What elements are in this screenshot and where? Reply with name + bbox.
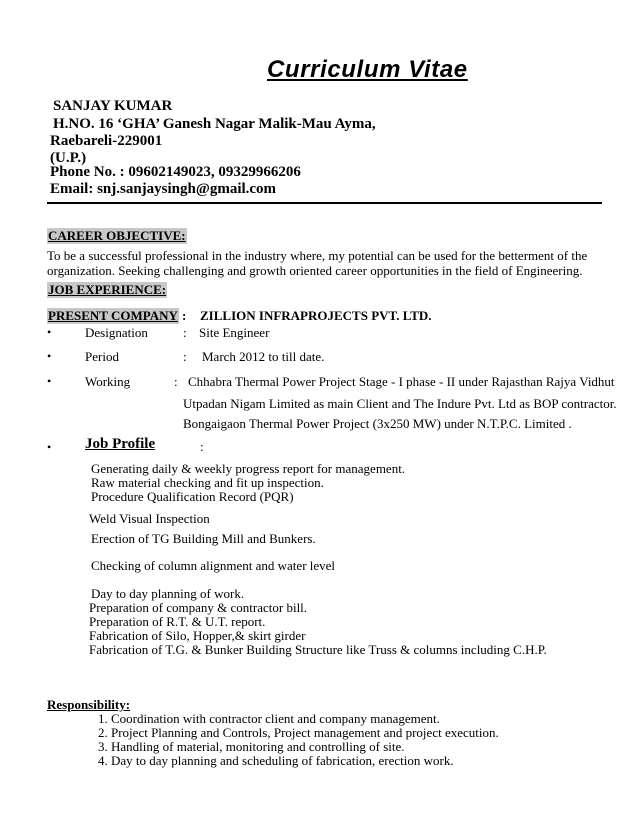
working-line-1: Chhabra Thermal Power Project Stage - I phase - II under Rajasthan Rajya Vidhut (188, 374, 615, 389)
address-line-3: (U.P.) (50, 150, 87, 166)
job-experience-heading: JOB EXPERIENCE: (48, 282, 167, 297)
designation-label: Designation (85, 325, 148, 340)
period-label: Period (85, 349, 119, 364)
address-line-2: Raebareli-229001 (50, 133, 163, 149)
present-company-label: PRESENT COMPANY (48, 308, 178, 323)
career-objective-text: To be a successful professional in the industry where, my potential can be used for the betterment of the organization. Seeking challenging and growth oriented career opportunities in the field of Engineering. (47, 248, 588, 278)
working-line-2: Utpadan Nigam Limited as main Client and The Indure Pvt. Ltd as BOP contractor. (183, 396, 617, 411)
profile-item: Preparation of company & contractor bill. (89, 600, 308, 615)
bullet-icon: • (47, 349, 52, 363)
profile-item: Preparation of R.T. & U.T. report. (89, 614, 266, 629)
profile-item: Checking of column alignment and water level (91, 558, 336, 573)
candidate-name: SANJAY KUMAR (53, 98, 173, 114)
present-company-separator: : (182, 308, 187, 323)
responsibility-item: 1. Coordination with contractor client and company management. (98, 711, 440, 726)
responsibility-heading: Responsibility: (47, 697, 131, 712)
document-title: Curriculum Vitae (267, 56, 468, 83)
responsibility-item: 3. Handling of material, monitoring and controlling of site. (98, 739, 405, 754)
profile-item: Weld Visual Inspection (89, 511, 210, 526)
job-profile-label: Job Profile (85, 436, 156, 452)
designation-value: Site Engineer (199, 325, 270, 340)
header-divider (47, 202, 602, 204)
period-value: March 2012 to till date. (202, 349, 325, 364)
working-label: Working (85, 374, 131, 389)
profile-item: Generating daily & weekly progress report for management. (91, 461, 406, 476)
period-separator: : (183, 349, 187, 364)
profile-item: Procedure Qualification Record (PQR) (91, 489, 294, 504)
designation-separator: : (183, 325, 187, 340)
responsibility-item: 2. Project Planning and Controls, Project management and project execution. (98, 725, 499, 740)
phone-line: Phone No. : 09602149023, 09329966206 (50, 164, 301, 180)
profile-item: Day to day planning of work. (91, 586, 245, 601)
profile-item: Erection of TG Building Mill and Bunkers. (91, 531, 316, 546)
present-company-value: ZILLION INFRAPROJECTS PVT. LTD. (200, 308, 432, 323)
address-line-1: H.NO. 16 ‘GHA’ Ganesh Nagar Malik-Mau Ayma, (53, 116, 376, 132)
profile-item: Fabrication of T.G. & Bunker Building Structure like Truss & columns including C.H.P. (89, 642, 547, 657)
bullet-icon: • (47, 325, 52, 339)
profile-item: Raw material checking and fit up inspection. (91, 475, 324, 490)
career-objective-heading: CAREER OBJECTIVE: (48, 228, 186, 243)
working-line-3: Bongaigaon Thermal Power Project (3x250 MW) under N.T.P.C. Limited . (183, 416, 572, 431)
job-profile-separator: : (200, 439, 204, 454)
working-separator: : (174, 374, 178, 389)
bullet-icon: • (47, 374, 52, 388)
email-line: Email: snj.sanjaysingh@gmail.com (50, 181, 277, 197)
responsibility-item: 4. Day to day planning and scheduling of fabrication, erection work. (98, 753, 454, 768)
profile-item: Fabrication of Silo, Hopper,& skirt girder (89, 628, 306, 643)
bullet-icon: • (47, 440, 52, 454)
